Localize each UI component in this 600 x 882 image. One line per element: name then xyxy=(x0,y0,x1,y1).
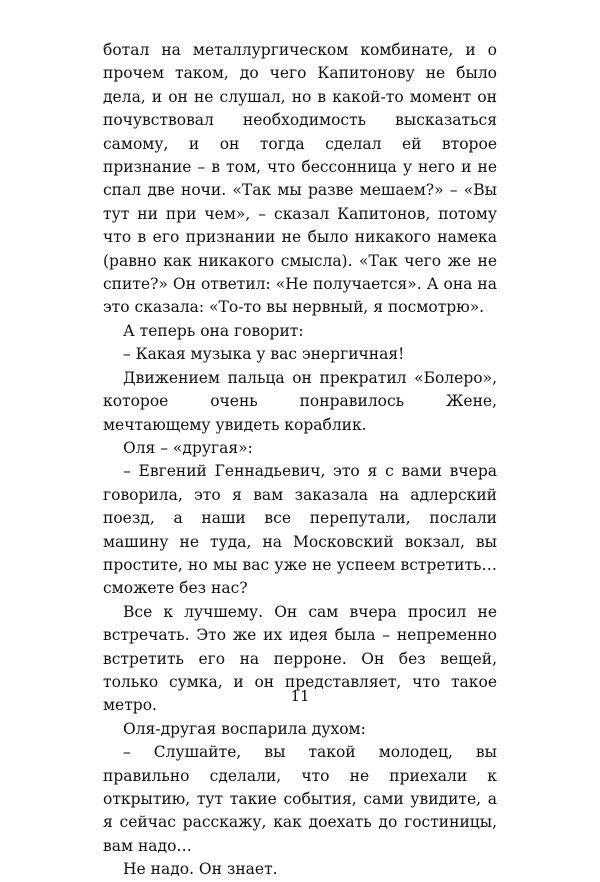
paragraph: ботал на металлургическом комбинате, и о прочем таком, до чего Капитонову не было дела, и он не слушал, но в какой-то момент он почувствовал необходимость высказаться самому, и он тогда сделал ей второе признание – в том, что бессонница у него и не спал две ночи. «Так мы разве мешаем?» – «Вы тут ни при чем», – сказал Капитонов, потому что в его признании не было никакого намека (равно как никакого смысла). «Так чего же не спите?» Он ответил: «Не получается». А она на это сказала: «То-то вы нервный, я посмотрю». xyxy=(103,41,497,317)
paragraph: Движением пальца он прекратил «Болеро», которое очень понравилось Жене, мечтающему увидеть кораблик. xyxy=(103,368,497,434)
paragraph: А теперь она говорит: xyxy=(123,321,304,340)
paragraph: – Какая музыка у вас энергичная! xyxy=(123,345,405,364)
page-number: 11 xyxy=(290,687,310,705)
paragraph: Все к лучшему. Он сам вчера просил не встречать. Это же их идея была – непременно встретить его на перроне. Он без вещей, только сумка, и он представляет, что такое метро. xyxy=(103,602,497,715)
paragraph: Не надо. Он знает. xyxy=(123,860,278,879)
paragraph: – Слушайте, вы такой молодец, вы правильно сделали, что не приехали к открытию, тут такие события, сами увидите, а я сейчас расскажу, как доехать до гостиницы, вам надо… xyxy=(103,743,497,855)
paragraph: – Евгений Геннадьевич, это я с вами вчера говорила, это я вам заказала на адлерский поезд, а наши все перепутали, послали машину не туда, на Московский вокзал, вы простите, но мы вас уже не успеем встретить… сможете без нас? xyxy=(103,462,497,598)
paragraph: Оля – «другая»: xyxy=(123,438,253,457)
paragraph: Оля-другая воспарила духом: xyxy=(123,719,366,738)
body-text xyxy=(103,39,497,882)
